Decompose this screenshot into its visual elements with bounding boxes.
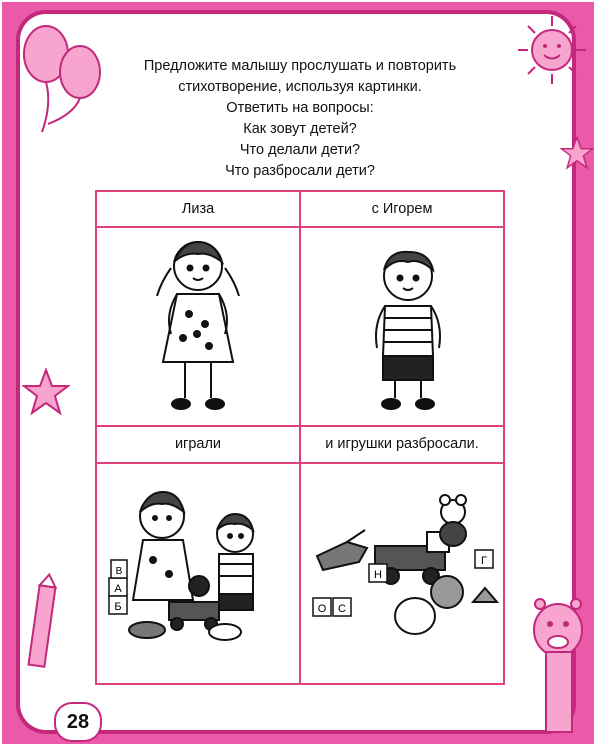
grid-divider (97, 462, 503, 464)
toy-block-letter: Н (374, 569, 382, 581)
picture-grid (95, 190, 505, 685)
star-right-decoration (560, 136, 594, 170)
boy-illustration (353, 244, 463, 414)
giraffe-decoration (520, 590, 595, 740)
page-number: 28 (56, 704, 100, 740)
star-left-decoration (22, 368, 70, 416)
toy-block-letter: Г (481, 555, 487, 567)
toy-block-letter: О (317, 603, 327, 615)
caption-toys: и игрушки разбросали. (325, 436, 479, 452)
question-3: Что разбросали дети? (225, 163, 375, 179)
question-1: Как зовут детей? (243, 121, 357, 137)
toy-block-letter: А (114, 583, 122, 595)
toy-block-letter: В (115, 566, 123, 577)
toy-block-letter: С (338, 603, 346, 615)
grid-divider (97, 226, 503, 228)
scattered-toys-illustration (307, 492, 502, 652)
girl-illustration (143, 234, 253, 420)
caption-liza: Лиза (181, 201, 215, 217)
instructions (110, 56, 490, 182)
question-2: Что делали дети? (239, 142, 361, 158)
sun-decoration (510, 8, 590, 88)
kids-playing-illustration (107, 482, 292, 652)
caption-igor: с Игорем (371, 201, 433, 217)
instruction-line: стихотворение, используя картинки. (178, 79, 422, 95)
pencil-decoration (22, 572, 62, 682)
question-heading: Ответить на вопросы: (226, 100, 374, 116)
balloon-decoration (18, 14, 108, 134)
instruction-line: Предложите малышу прослушать и повторить (143, 58, 457, 74)
caption-played: играли (174, 436, 222, 452)
toy-block-letter: Б (114, 601, 122, 613)
